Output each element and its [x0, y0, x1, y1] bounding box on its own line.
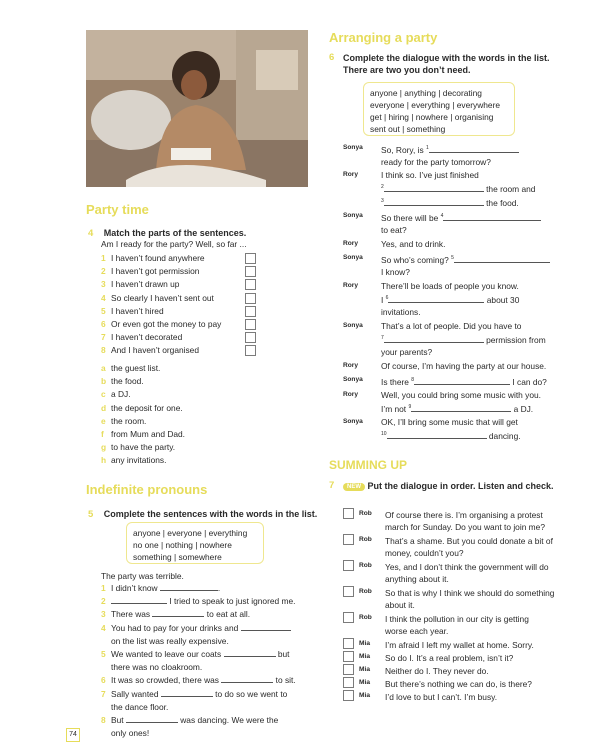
- speaker-label: Rob: [359, 614, 372, 621]
- dialogue-line: Rory Well, you could bring some music with you. I’m not $^9$ a DJ.: [343, 390, 541, 414]
- exercise-instruction: Put the dialogue in order. Listen and check.: [367, 481, 554, 491]
- list-item-continuation: only ones!: [111, 728, 150, 739]
- list-item-continuation: the dance floor.: [111, 701, 169, 712]
- answer-blank[interactable]: [443, 212, 541, 221]
- list-item: c a DJ.: [101, 389, 131, 400]
- section-title-summing-up: SUMMING UP: [329, 458, 407, 472]
- exercise-7-header: [329, 480, 569, 493]
- gap-fill-list: [101, 582, 306, 740]
- list-item: 3 I haven’t drawn up: [101, 278, 256, 291]
- answer-blank[interactable]: [160, 582, 218, 591]
- word-list-line: anyone | everyone | everything: [133, 528, 248, 538]
- speaker-label: Mia: [359, 666, 370, 673]
- list-item: 5 We wanted to leave our coats but: [101, 649, 290, 660]
- ordering-item: Mia Neither do I. They never do.: [343, 664, 489, 677]
- speaker-label: Rob: [359, 588, 372, 595]
- list-item: 1 I didn’t know .: [101, 583, 221, 593]
- speaker-label: Sonya: [343, 212, 363, 219]
- answer-checkbox[interactable]: [245, 266, 256, 277]
- exercise-5-header: [88, 504, 317, 522]
- list-item: 6 It was so crowded, there was to sit.: [101, 675, 296, 686]
- answer-blank[interactable]: [388, 294, 484, 303]
- dialogue-line: Sonya So, Rory, is $^1$ ready for the party tomorrow?: [343, 142, 519, 168]
- order-checkbox[interactable]: [343, 651, 354, 662]
- speaker-label: Rory: [343, 391, 359, 398]
- speaker-label: Sonya: [343, 418, 363, 425]
- girl-writing-photo: [86, 30, 308, 187]
- order-checkbox[interactable]: [343, 560, 354, 571]
- answer-blank[interactable]: [241, 622, 291, 631]
- order-checkbox[interactable]: [343, 664, 354, 675]
- exercise-number: 4: [88, 228, 94, 239]
- word-list-line: anyone | anything | decorating: [370, 88, 482, 98]
- order-checkbox[interactable]: [343, 508, 354, 519]
- section-title-indefinite-pronouns: Indefinite pronouns: [86, 482, 208, 497]
- exercise-instruction: Match the parts of the sentences.: [103, 228, 247, 238]
- speaker-label: Sonya: [343, 254, 363, 261]
- list-item-continuation: there was no cloakroom.: [111, 662, 203, 673]
- answer-blank[interactable]: [221, 674, 273, 683]
- answer-blank[interactable]: [387, 430, 487, 439]
- dialogue-line: Sonya OK, I’ll bring some music that will get $^{10}$ dancing.: [343, 417, 521, 441]
- dialogue-line: Sonya That’s a lot of people. Did you have to $^7$ permission from your parents?: [343, 321, 546, 357]
- exercise-number: 6: [329, 52, 335, 63]
- speaker-label: Rob: [359, 510, 372, 517]
- sentence-beginnings-list: [101, 252, 256, 358]
- speaker-label: Mia: [359, 679, 370, 686]
- ordering-item: Rob Yes, and I don’t think the government will do anything about it.: [343, 560, 549, 585]
- list-item-continuation: on the list was really expensive.: [111, 635, 229, 646]
- exercise-instruction: Complete the dialogue with the words in the list. There are two you don’t need.: [343, 53, 550, 75]
- speaker-label: Sonya: [343, 144, 363, 151]
- ordering-item: Mia I’m afraid I left my wallet at home. Sorry.: [343, 638, 534, 651]
- section-title-arranging-a-party: Arranging a party: [329, 30, 438, 45]
- list-item: e the room.: [101, 415, 147, 426]
- list-item: b the food.: [101, 376, 144, 387]
- word-list-line: no one | nothing | nowhere: [133, 540, 232, 550]
- dialogue-line: Sonya So there will be $^4$ to eat?: [343, 210, 541, 236]
- list-item: 2 I tried to speak to just ignored me.: [101, 596, 296, 607]
- exercise-number: 5: [88, 509, 94, 520]
- list-item: a the guest list.: [101, 363, 161, 373]
- dialogue-line: Rory There’ll be loads of people you know. I $^6$ about 30 invitations.: [343, 281, 520, 317]
- speaker-label: Rob: [359, 536, 372, 543]
- list-item: 6 Or even got the money to pay: [101, 318, 256, 331]
- list-item: 1 I haven’t found anywhere: [101, 252, 256, 265]
- exercise-intro: Am I ready for the party? Well, so far ...: [101, 239, 247, 249]
- listening-badge: NEW: [343, 483, 365, 491]
- ordering-item: Mia But there’s nothing we can do, is there?: [343, 677, 532, 690]
- list-item: d the deposit for one.: [101, 402, 183, 413]
- order-checkbox[interactable]: [343, 586, 354, 597]
- list-item: 8 But was dancing. We were the: [101, 715, 279, 726]
- exercise-instruction: Complete the sentences with the words in the list.: [103, 509, 318, 519]
- answer-blank[interactable]: [411, 403, 511, 412]
- answer-blank[interactable]: [454, 254, 550, 263]
- exercise-intro: The party was terrible.: [101, 571, 184, 581]
- speaker-label: Sonya: [343, 376, 363, 383]
- speaker-label: Rory: [343, 171, 359, 178]
- answer-blank[interactable]: [384, 183, 484, 192]
- answer-blank[interactable]: [384, 334, 484, 343]
- sentence-endings-list: [101, 362, 185, 468]
- word-list-box: [126, 522, 264, 564]
- answer-blank[interactable]: [161, 688, 213, 697]
- answer-checkbox[interactable]: [245, 279, 256, 290]
- answer-blank[interactable]: [111, 595, 167, 604]
- answer-checkbox[interactable]: [245, 253, 256, 264]
- ordering-item: Rob I think the pollution in our city is getting worse each year.: [343, 612, 529, 637]
- speaker-label: Mia: [359, 692, 370, 699]
- answer-checkbox[interactable]: [245, 293, 256, 304]
- exercise-number: 7: [329, 480, 335, 491]
- list-item: 8 And I haven’t organised: [101, 344, 256, 357]
- speaker-label: Sonya: [343, 322, 363, 329]
- list-item: 7 I haven’t decorated: [101, 331, 256, 344]
- answer-blank[interactable]: [429, 144, 519, 153]
- list-item: 4 So clearly I haven’t sent out: [101, 292, 256, 305]
- exercise-6-header: [329, 52, 569, 76]
- list-item: f from Mum and Dad.: [101, 429, 186, 440]
- answer-blank[interactable]: [384, 197, 484, 206]
- answer-checkbox[interactable]: [245, 332, 256, 343]
- ordering-item: Rob That’s a shame. But you could donate a bit of money, couldn’t you?: [343, 534, 553, 559]
- ordering-item: Mia So do I. It’s a real problem, isn’t it?: [343, 651, 513, 664]
- list-item: h any invitations.: [101, 455, 167, 466]
- list-item: 5 I haven’t hired: [101, 305, 256, 318]
- dialogue-line: Rory I think so. I’ve just finished $^2$ the room and $^3$ the food.: [343, 170, 536, 208]
- order-checkbox[interactable]: [343, 677, 354, 688]
- word-list-line: something | somewhere: [133, 552, 222, 562]
- answer-blank[interactable]: [414, 376, 510, 385]
- page-number: 74: [66, 728, 80, 742]
- dialogue-line: Rory Yes, and to drink.: [343, 239, 446, 249]
- list-item: g to have the party.: [101, 442, 176, 453]
- answer-checkbox[interactable]: [245, 306, 256, 317]
- word-list-line: everyone | everything | everywhere: [370, 100, 501, 110]
- ordering-item: Mia I’d love to but I can’t. I’m busy.: [343, 690, 497, 703]
- dialogue-line: Sonya Is there $^8$ I can do?: [343, 376, 547, 387]
- order-checkbox[interactable]: [343, 534, 354, 545]
- speaker-label: Rory: [343, 282, 359, 289]
- ordering-item: Rob So that is why I think we should do something about it.: [343, 586, 554, 611]
- order-checkbox[interactable]: [343, 690, 354, 701]
- word-list-line: get | hiring | nowhere | organising: [370, 112, 494, 122]
- answer-checkbox[interactable]: [245, 319, 256, 330]
- list-item: 2 I haven’t got permission: [101, 265, 256, 278]
- answer-blank[interactable]: [126, 714, 178, 723]
- speaker-label: Mia: [359, 640, 370, 647]
- dialogue-line: Rory Of course, I’m having the party at our house.: [343, 361, 547, 371]
- speaker-label: Mia: [359, 653, 370, 660]
- order-checkbox[interactable]: [343, 612, 354, 623]
- speaker-label: Rory: [343, 240, 359, 247]
- speaker-label: Rob: [359, 562, 372, 569]
- list-item: 4 You had to pay for your drinks and: [101, 622, 306, 635]
- answer-checkbox[interactable]: [245, 345, 256, 356]
- answer-blank[interactable]: [224, 648, 276, 657]
- speaker-label: Rory: [343, 362, 359, 369]
- order-checkbox[interactable]: [343, 638, 354, 649]
- word-list-box: [363, 82, 515, 136]
- word-list-line: sent out | something: [370, 124, 446, 134]
- dialogue-line: Sonya So who’s coming? $^5$ I know?: [343, 252, 550, 278]
- list-item: 7 Sally wanted to do so we went to: [101, 688, 288, 699]
- list-item: 3 There was to eat at all.: [101, 609, 251, 620]
- answer-blank[interactable]: [152, 608, 204, 617]
- section-title-party-time: Party time: [86, 202, 149, 217]
- ordering-item: Rob Of course there is. I’m organising a protest march for Sunday. Do you want to join me?: [343, 508, 545, 533]
